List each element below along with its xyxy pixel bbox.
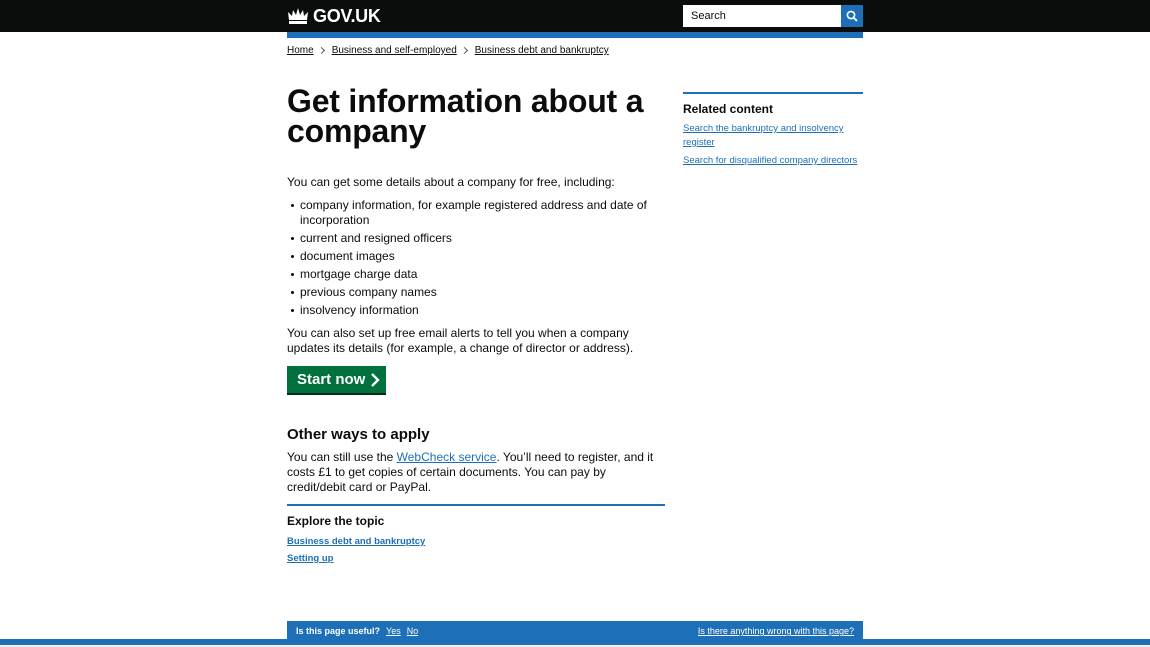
list-item: document images: [300, 249, 660, 264]
report-problem-link[interactable]: Is there anything wrong with this page?: [697, 626, 854, 636]
header-blue-bar: [287, 32, 863, 38]
intro-text: You can get some details about a company for free, including:: [287, 175, 615, 189]
list-item: insolvency information: [300, 303, 660, 318]
feedback-bar: [287, 621, 863, 641]
chevron-right-icon: [318, 47, 325, 54]
logo-text: GOV.UK: [313, 5, 381, 26]
related-heading: Related content: [683, 102, 774, 116]
feedback-question: Is this page useful?: [296, 626, 381, 636]
other-ways-heading: Other ways to apply: [287, 426, 430, 443]
chevron-right-icon: [461, 47, 468, 54]
related-divider: [683, 92, 863, 94]
feedback-yes-link[interactable]: Yes: [386, 626, 401, 636]
breadcrumb-debt[interactable]: Business debt and bankruptcy: [474, 45, 609, 56]
govuk-logo[interactable]: [287, 6, 381, 26]
list-item: company information, for example registered address and date of incorporation: [300, 198, 660, 228]
breadcrumb-business[interactable]: Business and self-employed: [331, 45, 457, 56]
breadcrumb: [287, 45, 609, 56]
explore-heading: Explore the topic: [287, 514, 385, 528]
topic-link-debt[interactable]: Business debt and bankruptcy: [287, 536, 426, 547]
search-button[interactable]: [841, 5, 863, 27]
search-form: [683, 5, 863, 27]
list-item: previous company names: [300, 285, 660, 300]
breadcrumb-home[interactable]: Home: [287, 45, 314, 56]
search-icon: [846, 10, 858, 22]
explore-divider: [287, 504, 665, 506]
start-now-label: Start now: [297, 371, 366, 388]
alerts-text: You can also set up free email alerts to tell you when a company updates its details (for example, a change of director or address).: [287, 326, 634, 355]
webcheck-link[interactable]: WebCheck service: [396, 450, 497, 464]
feedback-no-link[interactable]: No: [406, 626, 419, 636]
page-title: Get information about a company: [287, 83, 644, 149]
related-link-bankruptcy[interactable]: Search the bankruptcy and insolvency register: [683, 123, 844, 148]
start-now-button[interactable]: [287, 366, 386, 393]
webcheck-text: [287, 450, 665, 495]
related-link-disqualified[interactable]: Search for disqualified company directors: [683, 155, 858, 166]
webcheck-text-after: . You’ll need to register, and it costs £1 to get copies of certain documents. You can pay by credit/debit card or PayPal.: [287, 450, 654, 494]
topic-link-setting-up[interactable]: Setting up: [287, 553, 334, 564]
search-input[interactable]: [683, 5, 841, 27]
list-item: mortgage charge data: [300, 267, 660, 282]
crown-icon: [287, 7, 309, 25]
details-list: [300, 198, 660, 321]
chevron-right-icon: [370, 373, 380, 387]
webcheck-text-before: You can still use the: [287, 450, 397, 464]
list-item: current and resigned officers: [300, 231, 660, 246]
site-header: [0, 0, 1150, 32]
